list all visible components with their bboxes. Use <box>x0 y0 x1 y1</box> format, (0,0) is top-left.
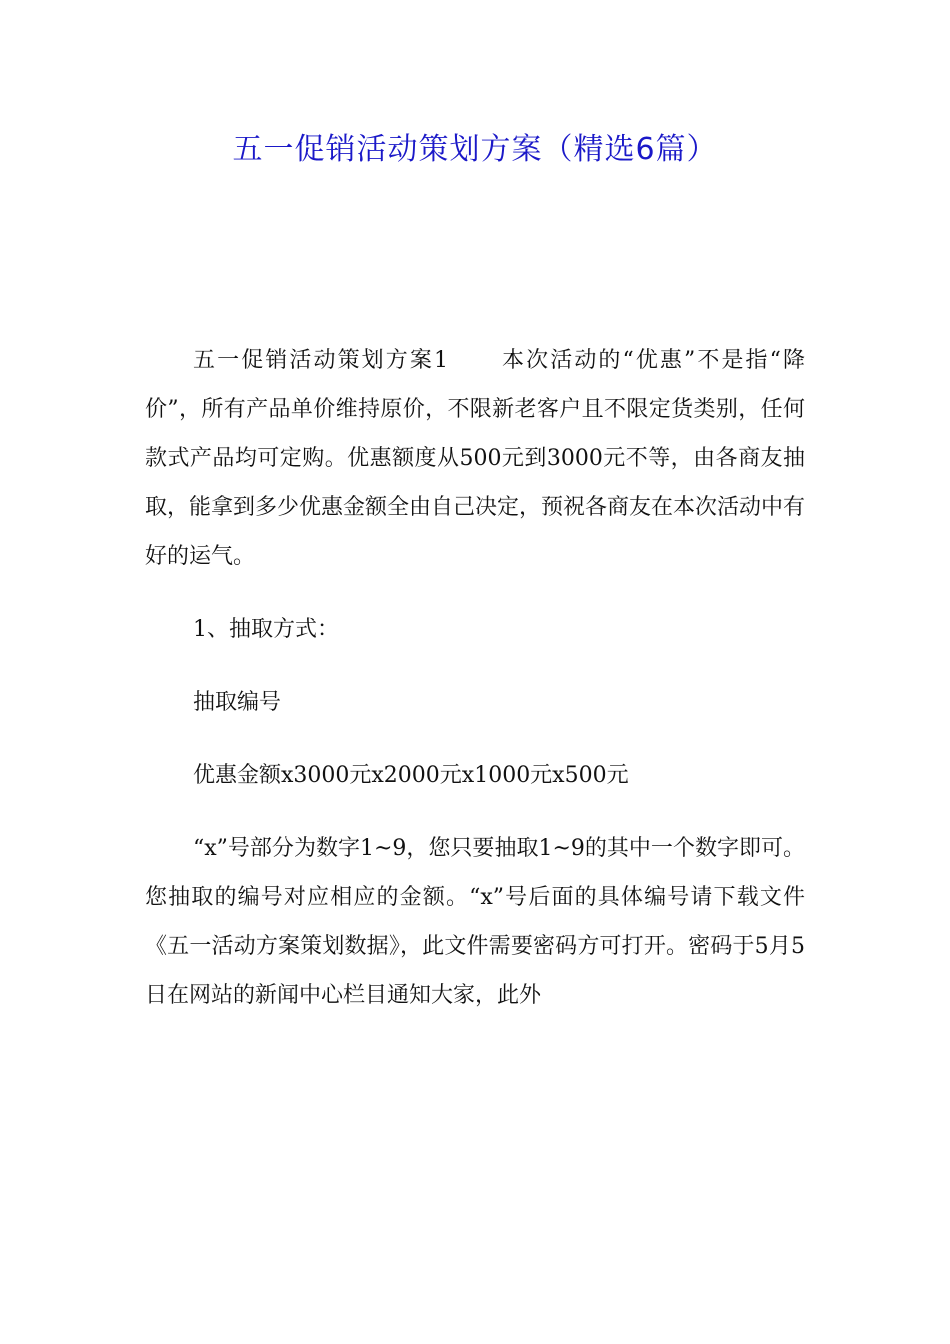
section-heading: 五一促销活动策划方案1 <box>193 348 448 373</box>
document-title: 五一促销活动策划方案（精选6篇） <box>232 132 718 167</box>
paragraph-draw-number: 抽取编号 <box>193 690 282 715</box>
paragraph-method-heading: 1、抽取方式： <box>193 617 339 642</box>
paragraph-text: 本次活动的“优惠”不是指“降价”，所有产品单价维持原价，不限新老客户且不限定货类别，任何款式产品均可定购。优惠额度从500元到3000元不等，由各商友抽取，能拿到多少优惠金额全由自己决定，预祝各商友在本次活动中有好的运气。 <box>145 348 806 569</box>
document-body <box>145 336 805 1044</box>
paragraph-intro <box>145 336 805 581</box>
paragraph-discount-amounts: 优惠金额x3000元x2000元x1000元x500元 <box>193 763 629 788</box>
paragraph-instructions: “x”号部分为数字1~9，您只要抽取1~9的其中一个数字即可。您抽取的编号对应相应的金额。“x”号后面的具体编号请下载文件《五一活动方案策划数据》，此文件需要密码方可打开。密码于5月5日在网站的新闻中心栏目通知大家，此外 <box>145 836 805 1008</box>
